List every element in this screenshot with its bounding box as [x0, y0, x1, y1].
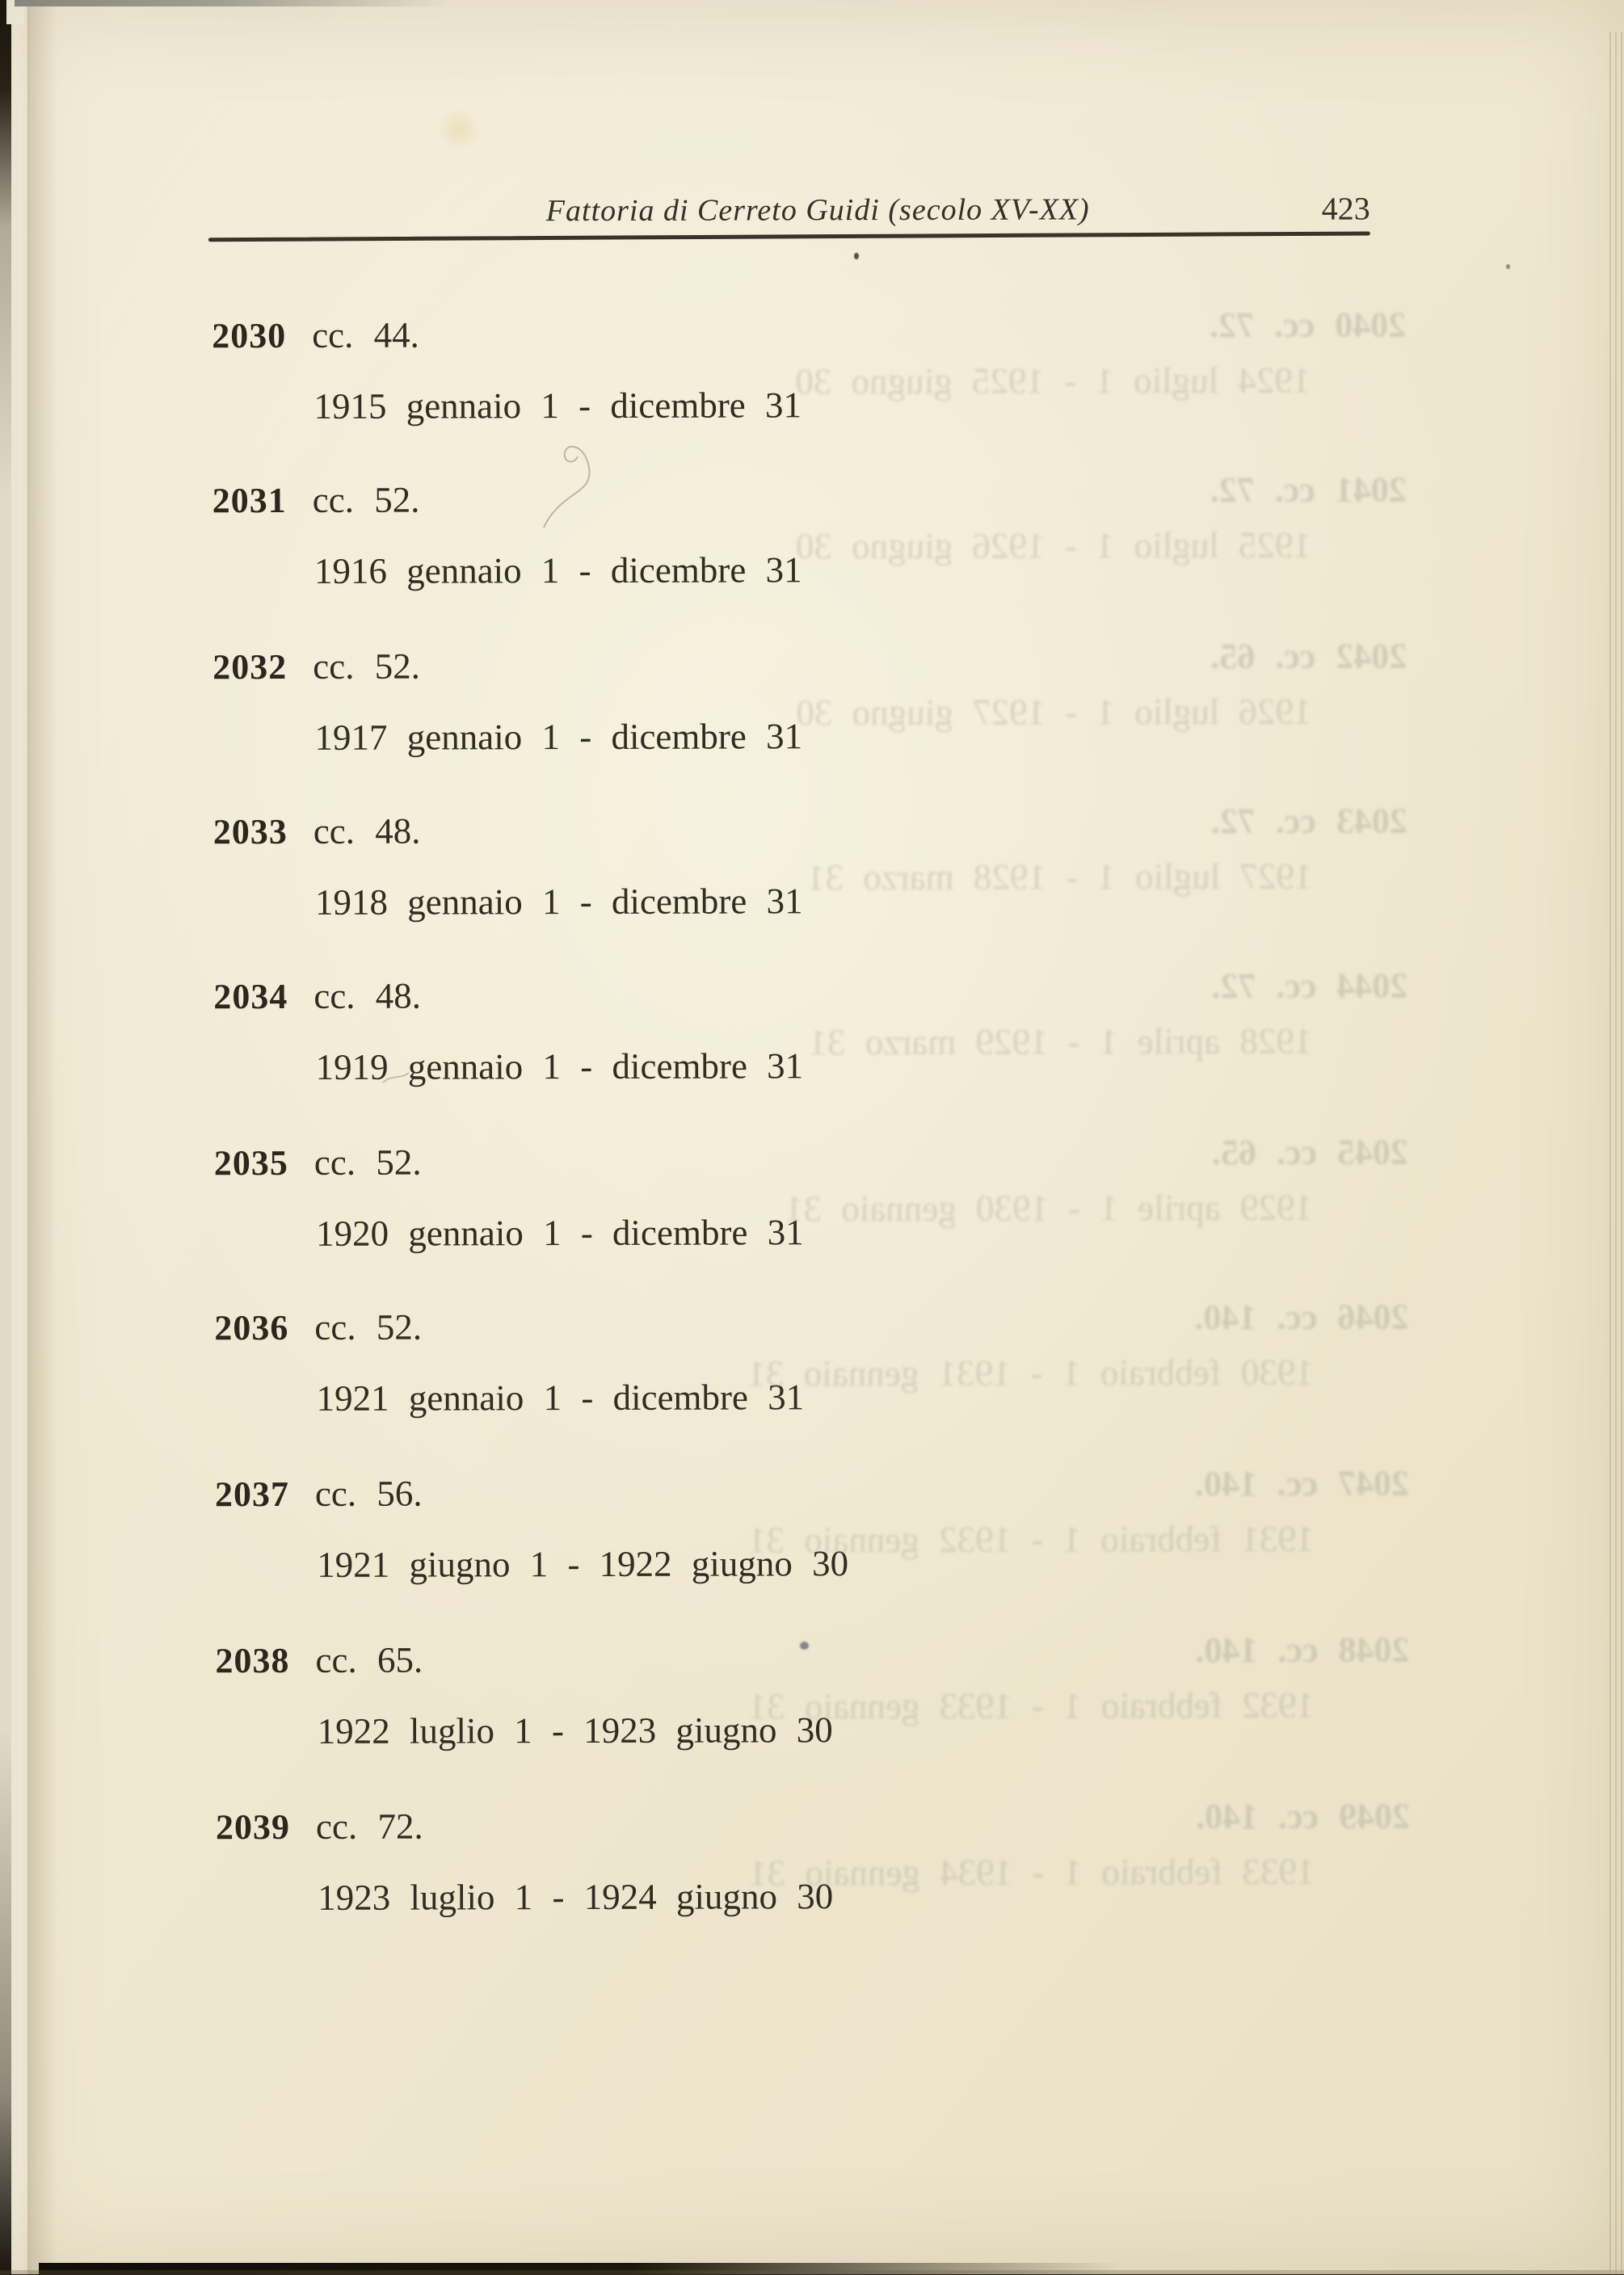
entry-number: 2034 [213, 976, 288, 1017]
show-through-date-line: 1926 luglio 1 - 1927 giugno 30 [796, 691, 1312, 734]
entry-dates: 1923 luglio 1 - 1924 giugno 30 [318, 1876, 834, 1918]
show-through-number-line: 2049 cc. 140. [1195, 1796, 1411, 1837]
entry-carte: cc. 56. [314, 1473, 423, 1514]
entry-dates: 1921 gennaio 1 - dicembre 31 [316, 1377, 805, 1419]
entry-carte: cc. 65. [315, 1639, 423, 1680]
entry-dates: 1916 gennaio 1 - dicembre 31 [313, 549, 802, 591]
entry-carte: cc. 48. [313, 810, 421, 852]
show-through-number-line: 2048 cc. 140. [1195, 1630, 1410, 1671]
entry-number: 2039 [215, 1806, 291, 1848]
book-binding-edge [0, 0, 11, 2274]
show-through-number-line: 2045 cc. 65. [1211, 1132, 1408, 1172]
entry-dates: 1920 gennaio 1 - dicembre 31 [316, 1212, 804, 1254]
show-through-number-line: 2042 cc. 65. [1210, 636, 1407, 676]
show-through-date-line: 1925 luglio 1 - 1926 giugno 30 [795, 524, 1311, 567]
entry-number: 2032 [212, 646, 288, 688]
entry-dates: 1919 gennaio 1 - dicembre 31 [315, 1045, 804, 1087]
entry-dates: 1921 giugno 1 - 1922 giugno 30 [317, 1543, 849, 1585]
binding-crease-shadow [30, 0, 57, 2274]
entry-number: 2037 [214, 1474, 289, 1515]
page-number: 423 [1321, 190, 1370, 227]
show-through-number-line: 2044 cc. 72. [1211, 965, 1408, 1006]
show-through-date-line: 1930 febbraio 1 - 1931 gennaio 31 [747, 1352, 1314, 1394]
show-through-date-line: 1933 febbraio 1 - 1934 gennaio 31 [748, 1851, 1315, 1894]
show-through-date-line: 1929 aprile 1 - 1930 gennaio 31 [785, 1187, 1314, 1230]
show-through-date-line: 1924 luglio 1 - 1925 giugno 30 [795, 360, 1311, 402]
right-page-edges [1609, 32, 1624, 2274]
entry-dates: 1922 luglio 1 - 1923 giugno 30 [317, 1709, 833, 1751]
entry-carte: cc. 72. [315, 1806, 423, 1847]
show-through-date-line: 1928 aprile 1 - 1929 marzo 31 [809, 1020, 1313, 1063]
show-through-number-line: 2046 cc. 140. [1194, 1297, 1409, 1338]
entry-dates: 1918 gennaio 1 - dicembre 31 [314, 881, 803, 923]
entry-carte: cc. 44. [312, 314, 419, 355]
bottom-page-edge-line [0, 2270, 1624, 2274]
show-through-date-line: 1932 febbraio 1 - 1933 gennaio 31 [748, 1684, 1315, 1727]
entry-number: 2038 [215, 1640, 290, 1681]
show-through-number-line: 2047 cc. 140. [1194, 1463, 1409, 1504]
entry-dates: 1915 gennaio 1 - dicembre 31 [313, 385, 802, 427]
entry-carte: cc. 52. [313, 1142, 422, 1183]
show-through-date-line: 1931 febbraio 1 - 1932 gennaio 31 [747, 1518, 1315, 1561]
show-through-number-line: 2043 cc. 72. [1210, 801, 1407, 841]
entry-number: 2035 [213, 1142, 288, 1184]
running-header-title: Fattoria di Cerreto Guidi (secolo XV-XX) [545, 192, 1090, 229]
entry-carte: cc. 52. [312, 479, 420, 520]
entry-dates: 1917 gennaio 1 - dicembre 31 [314, 716, 803, 758]
entry-carte: cc. 48. [313, 975, 422, 1016]
entry-number: 2036 [214, 1307, 289, 1348]
top-scan-edge [15, 0, 596, 6]
entry-number: 2030 [212, 315, 287, 356]
entry-number: 2033 [212, 811, 288, 852]
entry-carte: cc. 52. [313, 645, 421, 687]
show-through-date-line: 1927 luglio 1 - 1928 marzo 31 [806, 856, 1312, 898]
show-through-number-line: 2041 cc. 72. [1210, 469, 1407, 510]
header-rule [208, 231, 1370, 242]
entry-carte: cc. 52. [314, 1306, 423, 1348]
show-through-number-line: 2040 cc. 72. [1210, 305, 1407, 345]
entry-number: 2031 [212, 480, 287, 521]
